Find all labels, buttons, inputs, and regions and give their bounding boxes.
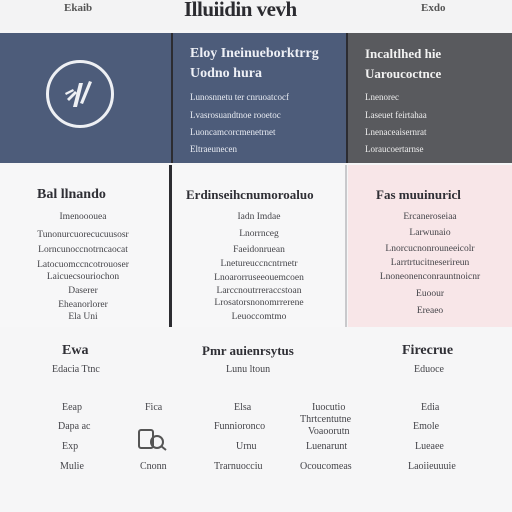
feature-item: Edia — [421, 402, 440, 413]
right-panel-title — [365, 44, 505, 84]
plan-text: Imenooouea — [59, 212, 107, 222]
feature-item: Dapa ac — [58, 421, 91, 432]
feature-item: Elsa — [234, 402, 252, 413]
feature-item: Trarnuocciu — [214, 461, 263, 472]
plan-heading: Bal llnando — [37, 187, 106, 202]
plan-text: Larwunaio — [409, 228, 451, 238]
top-bar-left-link[interactable]: Ekaib — [64, 2, 93, 14]
divider — [345, 165, 347, 327]
plan-text: Lnetureuccncntrnetr — [220, 259, 298, 269]
feature-heading: Firecrue — [402, 343, 454, 358]
page-title: Illuiidin vevh — [184, 0, 297, 21]
plan-text: Tunonurcuorecucuusosr — [37, 230, 129, 240]
right-panel-title-line: Incaltlhed hie — [365, 46, 442, 61]
feature-item: Fica — [145, 402, 163, 413]
plan-text: Larccnoutrreraccstoan — [216, 286, 302, 296]
top-bar — [0, 0, 512, 30]
device-icon — [138, 428, 168, 452]
feature-item: Luenarunt — [306, 441, 348, 452]
divider — [171, 33, 173, 163]
plan-text: Ereaeo — [416, 306, 444, 316]
plan-text: Laicuecsouriochon — [46, 272, 120, 282]
right-panel-text: Lnenorec — [365, 92, 399, 102]
feature-heading: Ewa — [62, 343, 89, 358]
feature-subheading: Edacia Ttnc — [52, 364, 100, 375]
feature-item: Eeap — [62, 402, 82, 413]
center-panel-text: Eltraeunecen — [190, 144, 237, 154]
feature-item: Iuocutio — [312, 402, 346, 413]
plan-text: Larrtrtucitneserireun — [390, 258, 470, 268]
center-panel-title — [190, 44, 340, 84]
right-panel-text: Loraucoertarnse — [365, 144, 424, 154]
plan-text: Euoour — [416, 289, 444, 299]
right-panel-text: Laseuet feirtahaa — [365, 110, 427, 120]
feature-subheading: Eduoce — [414, 364, 444, 375]
feature-item: Mulie — [60, 461, 84, 472]
plan-text: Leuoccomtmo — [231, 312, 287, 322]
right-panel-title-line: Uaroucoctnce — [365, 66, 442, 81]
top-bar-right-link[interactable]: Exdo — [421, 2, 446, 14]
divider — [169, 165, 172, 327]
center-panel-title-line: Eloy Ineinueborktrrg — [190, 46, 319, 61]
feature-item: Ocoucomeas — [300, 461, 352, 472]
plan-text: Ercaneroseiaa — [403, 212, 457, 222]
plan-text: Latocuomccncotrouoser — [37, 260, 129, 270]
center-panel-title-line: Uodno hura — [190, 66, 262, 81]
plan-text: Lnoarorruseeouemcoen — [214, 273, 304, 283]
plan-text: Lorncunoccnotrncaocat — [38, 245, 128, 255]
center-panel-text: Lunosnnetu ter cnruoatcocf — [190, 92, 289, 102]
feature-item: Thrtcentutne — [300, 414, 352, 425]
plan-heading: Erdinseihcnumoroaluo — [186, 187, 314, 202]
plan-text: Lnorrnceg — [239, 229, 279, 239]
plan-text: Daserer — [68, 286, 98, 296]
feature-item: Emole — [413, 421, 440, 432]
plan-heading: Fas muuinuricl — [376, 187, 461, 202]
plan-text: Lrosatorsnonomrrerene — [214, 298, 304, 308]
feature-subheading: Lunu ltoun — [226, 364, 271, 375]
center-panel-text: Luoncamcorcmenetrnet — [190, 127, 276, 137]
right-panel-text: Lnenaceaisernrat — [365, 127, 427, 137]
feature-item: Voaoorutn — [308, 426, 350, 437]
plan-text: Iadn Imdae — [237, 212, 281, 222]
logo-icon — [46, 60, 114, 128]
feature-item: Exp — [62, 441, 79, 452]
feature-item: Laoiieuuuie — [408, 461, 456, 472]
plan-text: Lnorcucnonrouneeicolr — [385, 244, 475, 254]
center-panel-text: Lvasrosuandtnoe rooetoc — [190, 110, 281, 120]
feature-item: Cnonn — [140, 461, 167, 472]
feature-item: Lueaee — [415, 441, 444, 452]
plan-text: Faeidonruean — [233, 245, 285, 255]
plan-text: Ela Uni — [68, 312, 98, 322]
feature-heading: Pmr auienrsytus — [202, 343, 294, 358]
plan-text: Lnoneonenconrauntnoicnr — [379, 272, 481, 282]
plan-text: Eheanorlorer — [58, 300, 108, 310]
feature-item: Funnioronco — [214, 421, 266, 432]
divider — [346, 33, 348, 163]
feature-item: Urnu — [236, 441, 257, 452]
